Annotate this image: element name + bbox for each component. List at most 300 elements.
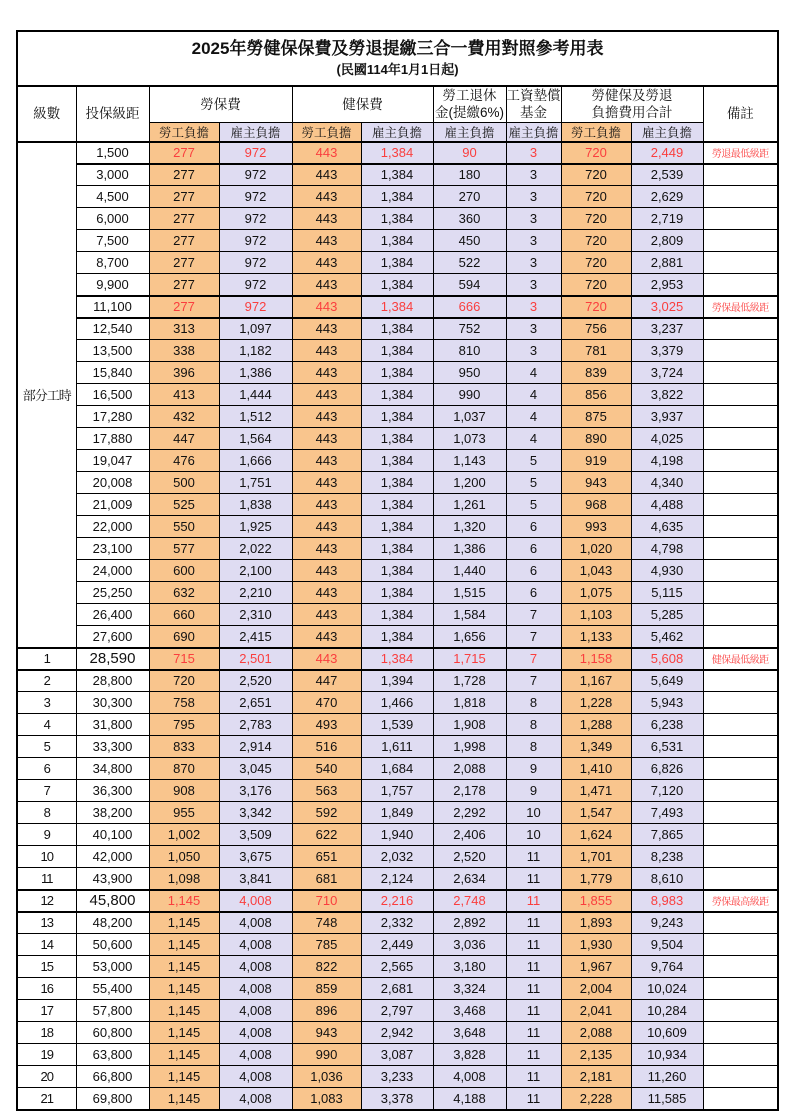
cell-pension-employer: 4,008 — [433, 1066, 506, 1088]
cell-pension-employer: 1,998 — [433, 736, 506, 758]
table-row — [17, 1022, 778, 1044]
cell-pension-employer: 1,073 — [433, 428, 506, 450]
cell-health-employee: 443 — [292, 384, 361, 406]
cell-fund-employer: 3 — [506, 142, 561, 164]
cell-total-employee: 720 — [561, 186, 631, 208]
cell-health-employee: 443 — [292, 318, 361, 340]
cell-total-employee: 2,041 — [561, 1000, 631, 1022]
cell-labor-employee: 758 — [149, 692, 219, 714]
cell-salary: 7,500 — [76, 230, 149, 252]
cell-fund-employer: 11 — [506, 1022, 561, 1044]
cell-level: 18 — [17, 1022, 76, 1044]
cell-health-employer: 1,384 — [361, 186, 433, 208]
cell-fund-employer: 11 — [506, 978, 561, 1000]
cell-total-employee: 1,410 — [561, 758, 631, 780]
cell-total-employee: 1,158 — [561, 648, 631, 670]
cell-labor-employee: 1,145 — [149, 890, 219, 912]
cell-health-employee: 443 — [292, 142, 361, 164]
cell-health-employee: 990 — [292, 1044, 361, 1066]
cell-labor-employee: 1,145 — [149, 912, 219, 934]
cell-labor-employee: 525 — [149, 494, 219, 516]
cell-salary: 28,800 — [76, 670, 149, 692]
cell-pension-employer: 2,748 — [433, 890, 506, 912]
cell-salary: 45,800 — [76, 890, 149, 912]
cell-health-employee: 443 — [292, 494, 361, 516]
cell-health-employee: 651 — [292, 846, 361, 868]
cell-note — [703, 846, 778, 868]
part-time-group-cell: 部分工時 — [17, 142, 76, 648]
cell-health-employee: 470 — [292, 692, 361, 714]
table-row — [17, 912, 778, 934]
cell-labor-employee: 476 — [149, 450, 219, 472]
cell-labor-employee: 833 — [149, 736, 219, 758]
cell-note — [703, 670, 778, 692]
cell-fund-employer: 8 — [506, 736, 561, 758]
table-row — [17, 890, 778, 912]
cell-labor-employer: 4,008 — [219, 1044, 292, 1066]
cell-labor-employer: 1,838 — [219, 494, 292, 516]
cell-labor-employee: 338 — [149, 340, 219, 362]
cell-total-employee: 919 — [561, 450, 631, 472]
table-row — [17, 252, 778, 274]
table-row — [17, 714, 778, 736]
cell-labor-employee: 632 — [149, 582, 219, 604]
cell-labor-employer: 972 — [219, 252, 292, 274]
header-row-groups — [17, 86, 778, 122]
table-row — [17, 1000, 778, 1022]
cell-health-employee: 748 — [292, 912, 361, 934]
table-row — [17, 208, 778, 230]
cell-pension-employer: 1,656 — [433, 626, 506, 648]
cell-labor-employee: 1,145 — [149, 978, 219, 1000]
header-level: 級數 — [17, 86, 76, 142]
cell-total-employer: 5,115 — [631, 582, 703, 604]
cell-level: 20 — [17, 1066, 76, 1088]
cell-fund-employer: 6 — [506, 560, 561, 582]
cell-level: 21 — [17, 1088, 76, 1110]
cell-total-employee: 720 — [561, 252, 631, 274]
cell-labor-employee: 660 — [149, 604, 219, 626]
title-row — [17, 31, 778, 86]
table-row — [17, 780, 778, 802]
cell-health-employer: 2,032 — [361, 846, 433, 868]
header-wage-fund-line1: 工資墊償 — [506, 88, 561, 104]
cell-level: 8 — [17, 802, 76, 824]
cell-level: 5 — [17, 736, 76, 758]
cell-total-employee: 839 — [561, 362, 631, 384]
cell-pension-employer: 1,908 — [433, 714, 506, 736]
table-row — [17, 142, 778, 164]
cell-health-employee: 785 — [292, 934, 361, 956]
cell-pension-employer: 1,515 — [433, 582, 506, 604]
cell-pension-employer: 2,634 — [433, 868, 506, 890]
cell-salary: 66,800 — [76, 1066, 149, 1088]
cell-fund-employer: 3 — [506, 252, 561, 274]
cell-fund-employer: 11 — [506, 1000, 561, 1022]
table-row — [17, 494, 778, 516]
cell-pension-employer: 180 — [433, 164, 506, 186]
cell-labor-employee: 600 — [149, 560, 219, 582]
cell-labor-employee: 447 — [149, 428, 219, 450]
table-row — [17, 428, 778, 450]
cell-note — [703, 362, 778, 384]
cell-note — [703, 1000, 778, 1022]
cell-total-employee: 2,088 — [561, 1022, 631, 1044]
cell-health-employee: 447 — [292, 670, 361, 692]
cell-fund-employer: 11 — [506, 1088, 561, 1110]
cell-level: 13 — [17, 912, 76, 934]
cell-labor-employee: 550 — [149, 516, 219, 538]
cell-labor-employer: 3,176 — [219, 780, 292, 802]
cell-total-employee: 720 — [561, 274, 631, 296]
cell-labor-employer: 2,501 — [219, 648, 292, 670]
cell-level: 14 — [17, 934, 76, 956]
cell-health-employee: 516 — [292, 736, 361, 758]
cell-note — [703, 318, 778, 340]
cell-total-employer: 5,649 — [631, 670, 703, 692]
cell-total-employee: 1,020 — [561, 538, 631, 560]
cell-note — [703, 582, 778, 604]
cell-note — [703, 1066, 778, 1088]
cell-note — [703, 692, 778, 714]
table-row — [17, 626, 778, 648]
cell-note — [703, 824, 778, 846]
cell-fund-employer: 11 — [506, 846, 561, 868]
cell-salary: 4,500 — [76, 186, 149, 208]
header-pension-line1: 勞工退休 — [442, 88, 497, 104]
cell-health-employee: 443 — [292, 208, 361, 230]
cell-total-employer: 7,493 — [631, 802, 703, 824]
cell-labor-employer: 1,444 — [219, 384, 292, 406]
cell-level: 12 — [17, 890, 76, 912]
cell-labor-employee: 277 — [149, 142, 219, 164]
cell-total-employer: 8,238 — [631, 846, 703, 868]
cell-note — [703, 406, 778, 428]
cell-health-employer: 1,384 — [361, 384, 433, 406]
cell-note — [703, 208, 778, 230]
cell-salary: 25,250 — [76, 582, 149, 604]
cell-salary: 9,900 — [76, 274, 149, 296]
cell-fund-employer: 3 — [506, 318, 561, 340]
cell-fund-employer: 3 — [506, 208, 561, 230]
cell-note — [703, 868, 778, 890]
table-row — [17, 582, 778, 604]
cell-level: 17 — [17, 1000, 76, 1022]
cell-health-employee: 443 — [292, 164, 361, 186]
cell-health-employer: 1,384 — [361, 648, 433, 670]
table-row — [17, 868, 778, 890]
cell-labor-employer: 1,097 — [219, 318, 292, 340]
cell-labor-employee: 277 — [149, 274, 219, 296]
cell-pension-employer: 1,320 — [433, 516, 506, 538]
cell-total-employer: 4,025 — [631, 428, 703, 450]
cell-fund-employer: 4 — [506, 362, 561, 384]
cell-health-employer: 1,384 — [361, 296, 433, 318]
cell-note — [703, 340, 778, 362]
cell-health-employer: 1,384 — [361, 164, 433, 186]
cell-note — [703, 560, 778, 582]
cell-health-employer: 2,449 — [361, 934, 433, 956]
cell-pension-employer: 360 — [433, 208, 506, 230]
cell-labor-employee: 277 — [149, 296, 219, 318]
cell-fund-employer: 8 — [506, 692, 561, 714]
cell-total-employer: 10,024 — [631, 978, 703, 1000]
cell-total-employee: 2,004 — [561, 978, 631, 1000]
cell-health-employee: 443 — [292, 516, 361, 538]
cell-labor-employer: 972 — [219, 230, 292, 252]
cell-labor-employer: 4,008 — [219, 912, 292, 934]
cell-total-employer: 5,285 — [631, 604, 703, 626]
cell-fund-employer: 6 — [506, 582, 561, 604]
cell-labor-employer: 1,564 — [219, 428, 292, 450]
cell-fund-employer: 9 — [506, 780, 561, 802]
cell-health-employer: 1,384 — [361, 516, 433, 538]
cell-fund-employer: 3 — [506, 274, 561, 296]
cell-health-employer: 3,087 — [361, 1044, 433, 1066]
cell-note — [703, 758, 778, 780]
cell-health-employer: 1,384 — [361, 538, 433, 560]
cell-health-employer: 1,384 — [361, 252, 433, 274]
cell-salary: 30,300 — [76, 692, 149, 714]
cell-labor-employee: 413 — [149, 384, 219, 406]
header-fund-employer-share: 雇主負擔 — [506, 122, 561, 142]
cell-labor-employee: 1,050 — [149, 846, 219, 868]
cell-pension-employer: 3,828 — [433, 1044, 506, 1066]
cell-total-employee: 993 — [561, 516, 631, 538]
cell-total-employer: 10,934 — [631, 1044, 703, 1066]
cell-fund-employer: 5 — [506, 450, 561, 472]
cell-health-employer: 1,384 — [361, 142, 433, 164]
table-row — [17, 824, 778, 846]
cell-fund-employer: 7 — [506, 626, 561, 648]
cell-health-employee: 443 — [292, 582, 361, 604]
cell-total-employee: 756 — [561, 318, 631, 340]
cell-health-employee: 443 — [292, 340, 361, 362]
header-labor-employer-share: 雇主負擔 — [219, 122, 292, 142]
table-body — [17, 142, 778, 1110]
cell-labor-employer: 2,310 — [219, 604, 292, 626]
table-row — [17, 692, 778, 714]
cell-salary: 15,840 — [76, 362, 149, 384]
cell-total-employer: 10,284 — [631, 1000, 703, 1022]
cell-fund-employer: 8 — [506, 714, 561, 736]
header-salary-bracket: 投保級距 — [76, 86, 149, 142]
cell-level: 2 — [17, 670, 76, 692]
table-row — [17, 1044, 778, 1066]
cell-total-employee: 720 — [561, 164, 631, 186]
header-total — [561, 86, 703, 122]
cell-pension-employer: 2,520 — [433, 846, 506, 868]
cell-note: 健保最低級距 — [703, 648, 778, 670]
cell-labor-employer: 972 — [219, 186, 292, 208]
cell-labor-employee: 1,145 — [149, 934, 219, 956]
cell-total-employer: 2,719 — [631, 208, 703, 230]
cell-fund-employer: 7 — [506, 648, 561, 670]
cell-health-employee: 443 — [292, 450, 361, 472]
cell-note: 勞保最低級距 — [703, 296, 778, 318]
cell-total-employer: 2,449 — [631, 142, 703, 164]
cell-note — [703, 1088, 778, 1110]
cell-health-employer: 2,124 — [361, 868, 433, 890]
cell-salary: 38,200 — [76, 802, 149, 824]
cell-labor-employee: 1,145 — [149, 1088, 219, 1110]
header-total-employee-share: 勞工負擔 — [561, 122, 631, 142]
cell-salary: 27,600 — [76, 626, 149, 648]
cell-health-employer: 1,384 — [361, 340, 433, 362]
cell-labor-employer: 1,182 — [219, 340, 292, 362]
cell-total-employee: 2,181 — [561, 1066, 631, 1088]
table-row — [17, 538, 778, 560]
cell-fund-employer: 3 — [506, 230, 561, 252]
cell-total-employer: 6,531 — [631, 736, 703, 758]
cell-salary: 50,600 — [76, 934, 149, 956]
cell-labor-employer: 972 — [219, 142, 292, 164]
cell-total-employer: 4,340 — [631, 472, 703, 494]
cell-fund-employer: 11 — [506, 868, 561, 890]
cell-labor-employer: 4,008 — [219, 1066, 292, 1088]
cell-health-employee: 443 — [292, 252, 361, 274]
cell-fund-employer: 3 — [506, 186, 561, 208]
cell-fund-employer: 11 — [506, 1044, 561, 1066]
cell-total-employer: 5,943 — [631, 692, 703, 714]
header-pension-line2: 金(提繳6%) — [434, 105, 504, 121]
cell-labor-employer: 3,675 — [219, 846, 292, 868]
table-row — [17, 516, 778, 538]
cell-labor-employee: 1,145 — [149, 1000, 219, 1022]
header-total-line1: 勞健保及勞退 — [591, 88, 673, 104]
cell-health-employer: 1,384 — [361, 494, 433, 516]
cell-total-employee: 1,167 — [561, 670, 631, 692]
cell-labor-employer: 972 — [219, 164, 292, 186]
cell-pension-employer: 1,037 — [433, 406, 506, 428]
cell-note — [703, 538, 778, 560]
cell-labor-employee: 396 — [149, 362, 219, 384]
cell-pension-employer: 990 — [433, 384, 506, 406]
cell-total-employee: 1,893 — [561, 912, 631, 934]
cell-note — [703, 978, 778, 1000]
table-row — [17, 406, 778, 428]
cell-labor-employee: 1,002 — [149, 824, 219, 846]
cell-salary: 42,000 — [76, 846, 149, 868]
cell-labor-employer: 4,008 — [219, 1088, 292, 1110]
cell-labor-employer: 972 — [219, 208, 292, 230]
cell-note — [703, 604, 778, 626]
header-pension-employer-share: 雇主負擔 — [433, 122, 506, 142]
cell-labor-employer: 2,210 — [219, 582, 292, 604]
table-row — [17, 340, 778, 362]
cell-health-employer: 1,384 — [361, 450, 433, 472]
cell-salary: 17,880 — [76, 428, 149, 450]
cell-total-employer: 11,585 — [631, 1088, 703, 1110]
cell-labor-employee: 1,145 — [149, 956, 219, 978]
cell-total-employer: 10,609 — [631, 1022, 703, 1044]
cell-salary: 26,400 — [76, 604, 149, 626]
cell-health-employee: 443 — [292, 648, 361, 670]
cell-pension-employer: 2,292 — [433, 802, 506, 824]
cell-pension-employer: 522 — [433, 252, 506, 274]
cell-health-employer: 1,384 — [361, 208, 433, 230]
cell-labor-employee: 690 — [149, 626, 219, 648]
cell-pension-employer: 4,188 — [433, 1088, 506, 1110]
cell-health-employer: 2,216 — [361, 890, 433, 912]
cell-salary: 60,800 — [76, 1022, 149, 1044]
cell-health-employee: 443 — [292, 296, 361, 318]
cell-total-employee: 781 — [561, 340, 631, 362]
cell-total-employer: 3,237 — [631, 318, 703, 340]
cell-labor-employee: 1,145 — [149, 1022, 219, 1044]
cell-fund-employer: 11 — [506, 890, 561, 912]
cell-total-employee: 1,701 — [561, 846, 631, 868]
cell-total-employer: 3,822 — [631, 384, 703, 406]
cell-health-employee: 443 — [292, 560, 361, 582]
cell-pension-employer: 3,468 — [433, 1000, 506, 1022]
header-total-employer-share: 雇主負擔 — [631, 122, 703, 142]
cell-labor-employee: 1,098 — [149, 868, 219, 890]
cell-salary: 20,008 — [76, 472, 149, 494]
cell-salary: 8,700 — [76, 252, 149, 274]
cell-health-employee: 563 — [292, 780, 361, 802]
cell-salary: 22,000 — [76, 516, 149, 538]
cell-health-employee: 859 — [292, 978, 361, 1000]
cell-total-employee: 1,349 — [561, 736, 631, 758]
cell-total-employer: 4,488 — [631, 494, 703, 516]
cell-labor-employer: 2,914 — [219, 736, 292, 758]
cell-labor-employer: 3,509 — [219, 824, 292, 846]
cell-salary: 16,500 — [76, 384, 149, 406]
cell-level: 16 — [17, 978, 76, 1000]
cell-labor-employer: 3,045 — [219, 758, 292, 780]
cell-labor-employer: 972 — [219, 296, 292, 318]
cell-health-employer: 1,539 — [361, 714, 433, 736]
cell-pension-employer: 594 — [433, 274, 506, 296]
cell-health-employee: 443 — [292, 362, 361, 384]
cell-note — [703, 450, 778, 472]
cell-labor-employee: 577 — [149, 538, 219, 560]
cell-total-employer: 3,379 — [631, 340, 703, 362]
cell-fund-employer: 9 — [506, 758, 561, 780]
cell-labor-employer: 1,512 — [219, 406, 292, 428]
cell-total-employee: 1,288 — [561, 714, 631, 736]
table-row — [17, 450, 778, 472]
cell-pension-employer: 2,406 — [433, 824, 506, 846]
cell-fund-employer: 10 — [506, 802, 561, 824]
cell-note — [703, 802, 778, 824]
table-title: 2025年勞健保保費及勞退提繳三合一費用對照參考用表 — [191, 39, 604, 58]
cell-total-employer: 4,635 — [631, 516, 703, 538]
header-wage-fund — [506, 86, 561, 122]
cell-labor-employer: 2,783 — [219, 714, 292, 736]
cell-salary: 48,200 — [76, 912, 149, 934]
cell-total-employer: 3,025 — [631, 296, 703, 318]
cell-labor-employee: 277 — [149, 208, 219, 230]
cell-fund-employer: 5 — [506, 494, 561, 516]
cell-total-employee: 720 — [561, 142, 631, 164]
cell-fund-employer: 5 — [506, 472, 561, 494]
title-cell — [17, 31, 778, 86]
cell-health-employee: 443 — [292, 274, 361, 296]
cell-pension-employer: 90 — [433, 142, 506, 164]
cell-level: 10 — [17, 846, 76, 868]
cell-health-employer: 1,940 — [361, 824, 433, 846]
cell-health-employer: 1,849 — [361, 802, 433, 824]
header-health-employee-share: 勞工負擔 — [292, 122, 361, 142]
cell-note — [703, 934, 778, 956]
cell-health-employer: 1,611 — [361, 736, 433, 758]
cell-total-employer: 8,983 — [631, 890, 703, 912]
cell-labor-employer: 4,008 — [219, 1022, 292, 1044]
table-row — [17, 956, 778, 978]
cell-salary: 6,000 — [76, 208, 149, 230]
